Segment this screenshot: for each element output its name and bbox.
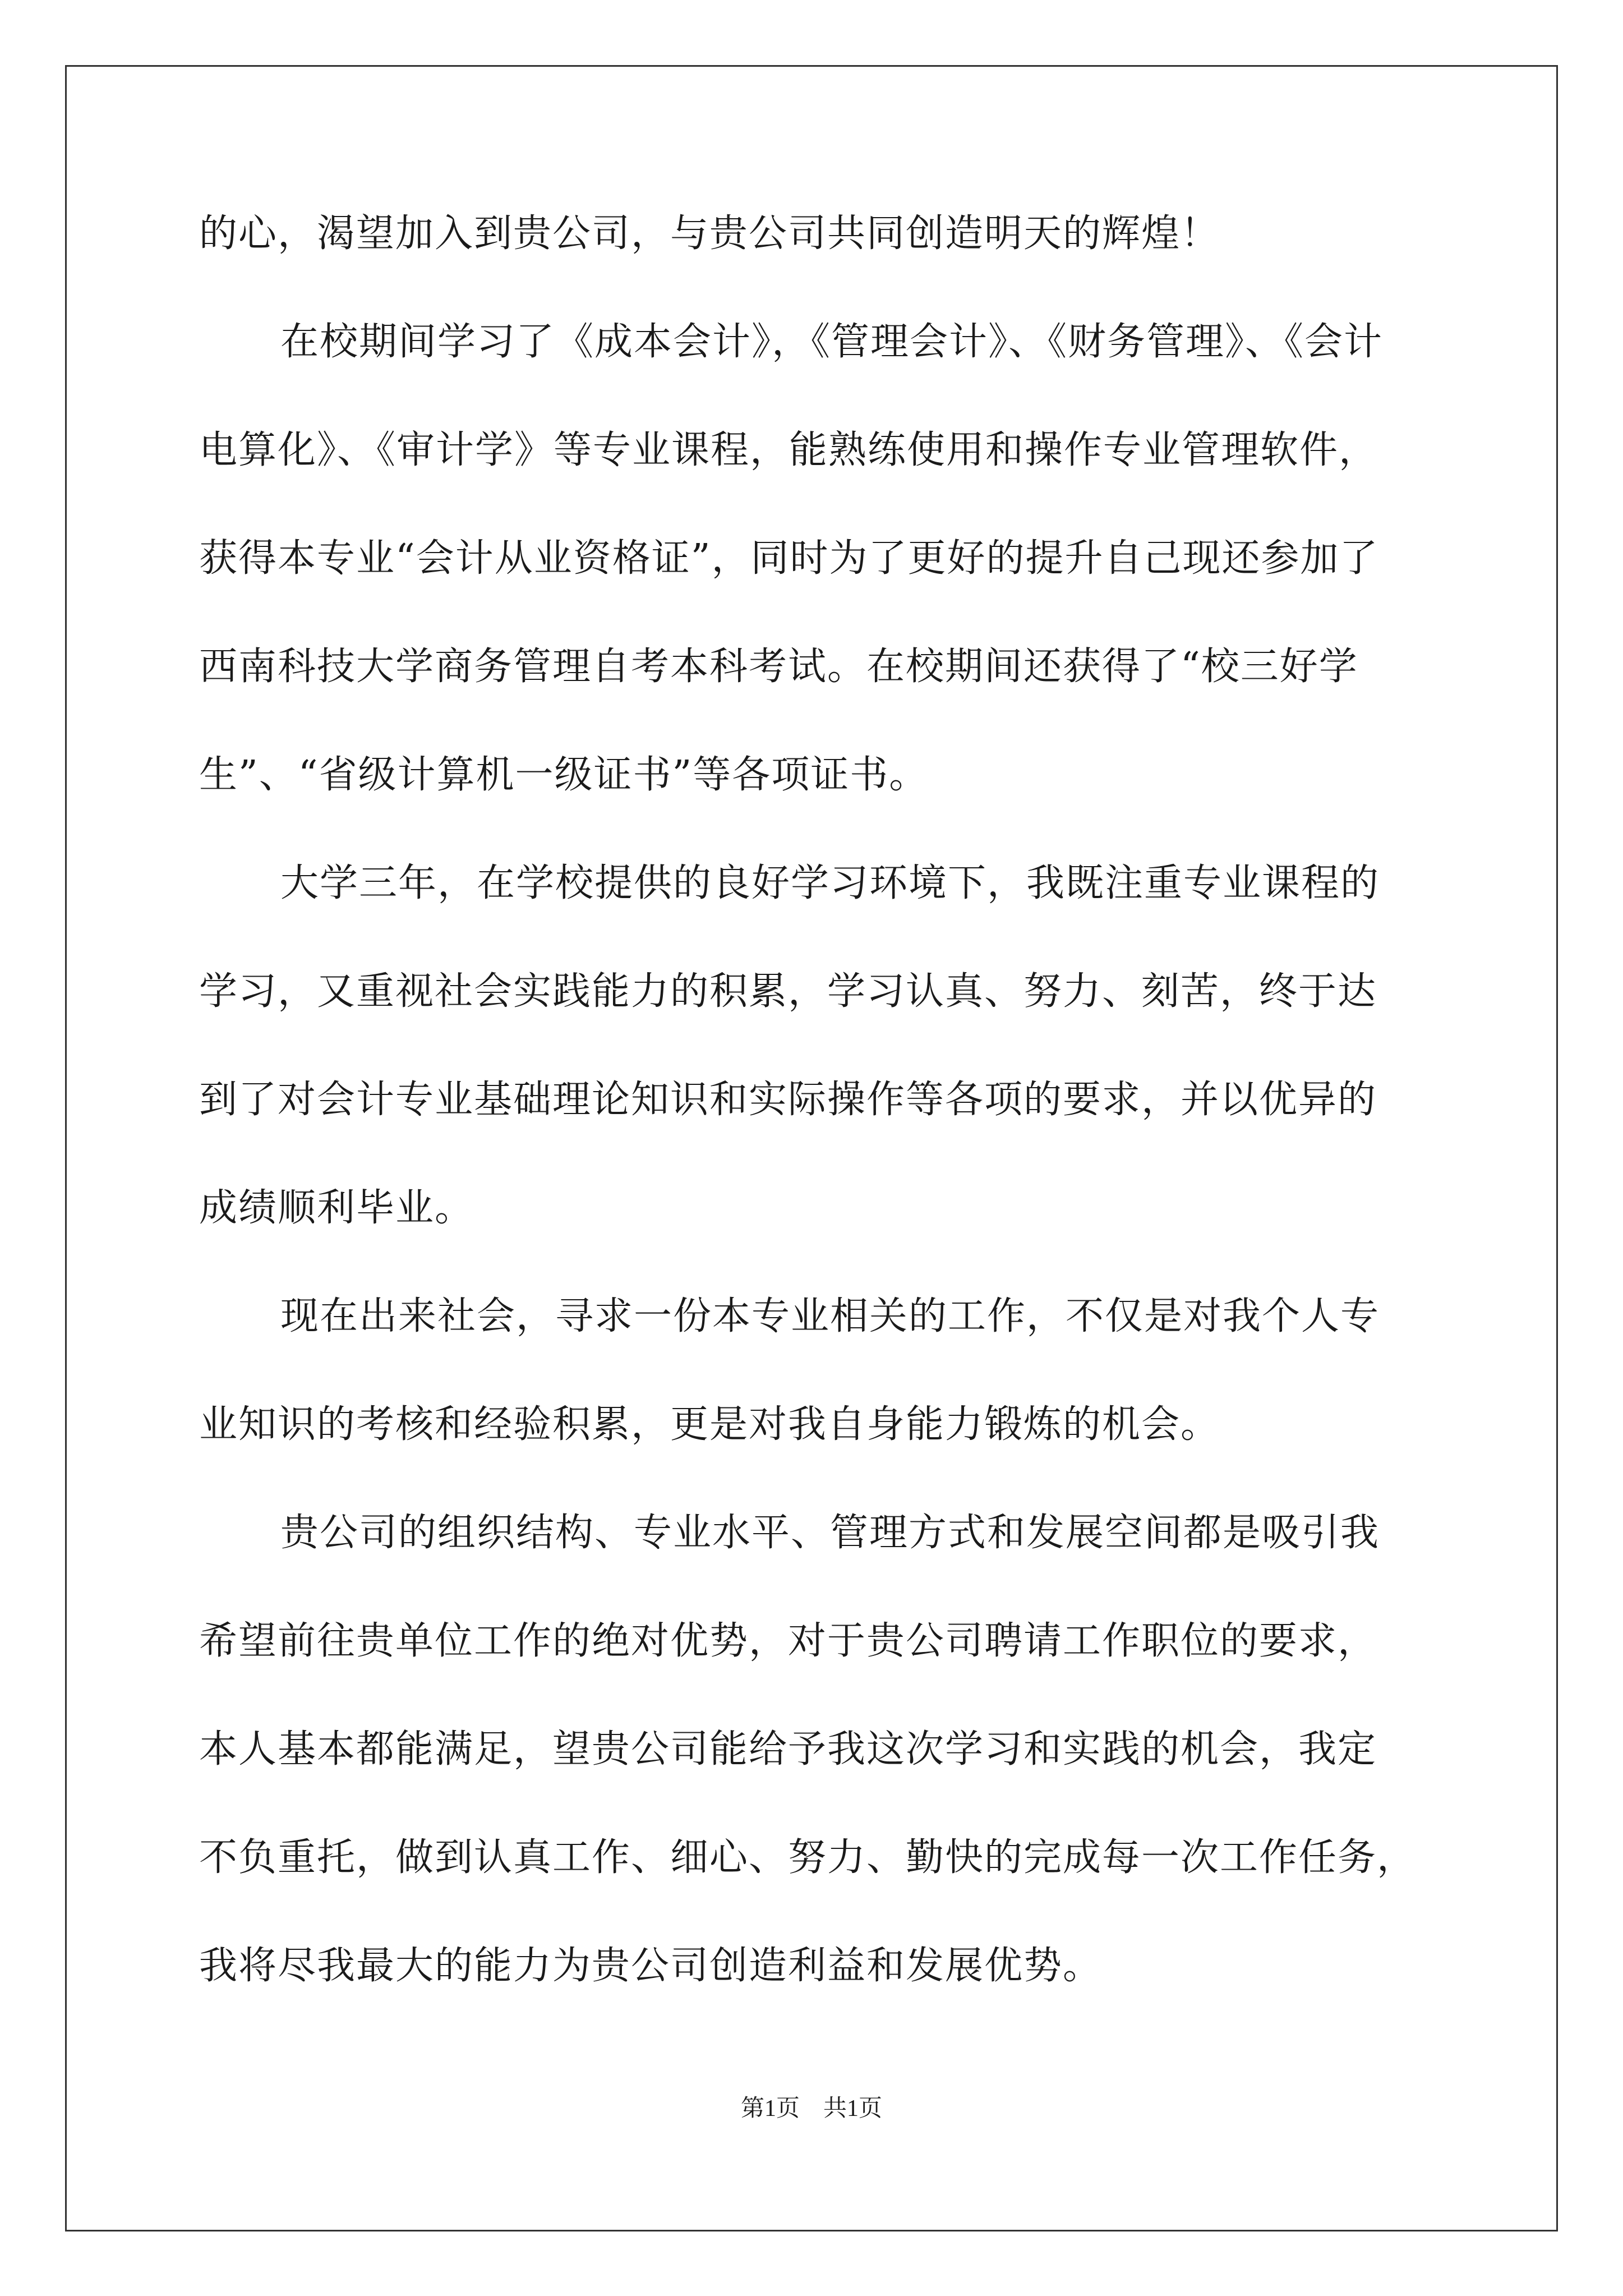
paragraph-line: 在校期间学习了《成本会计》，《管理会计》、《财务管理》、《会计	[280, 320, 1384, 364]
paragraph-line: 贵公司的组织结构、专业水平、管理方式和发展空间都是吸引我	[280, 1511, 1380, 1555]
paragraph-line: 希望前往贵单位工作的绝对优势，对于贵公司聘请工作职位的要求，	[199, 1619, 1377, 1663]
paragraph-line: 我将尽我最大的能力为贵公司创造利益和发展优势。	[199, 1944, 1103, 1988]
page-border	[65, 65, 1558, 2231]
paragraph-line: 电算化》、《审计学》等专业课程，能熟练使用和操作专业管理软件，	[199, 428, 1378, 472]
paragraph-line: 的心，渴望加入到贵公司，与贵公司共同创造明天的辉煌！	[199, 211, 1220, 256]
paragraph-line: 西南科技大学商务管理自考本科考试。在校期间还获得了“校三好学	[199, 645, 1358, 689]
paragraph-line: 不负重托，做到认真工作、细心、努力、勤快的完成每一次工作任务，	[199, 1835, 1417, 1880]
paragraph-line: 现在出来社会，寻求一份本专业相关的工作，不仅是对我个人专	[280, 1294, 1380, 1338]
paragraph-line: 本人基本都能满足，望贵公司能给予我这次学习和实践的机会，我定	[199, 1727, 1377, 1772]
paragraph-line: 业知识的考核和经验积累，更是对我自身能力锻炼的机会。	[199, 1402, 1220, 1447]
paragraph-line: 成绩顺利毕业。	[199, 1186, 474, 1230]
paragraph-line: 大学三年，在学校提供的良好学习环境下，我既注重专业课程的	[280, 861, 1380, 905]
paragraph-line: 获得本专业“会计从业资格证”，同时为了更好的提升自己现还参加了	[199, 536, 1379, 581]
paragraph-line: 学习，又重视社会实践能力的积累，学习认真、努力、刻苦，终于达	[199, 969, 1377, 1014]
paragraph-line: 到了对会计专业基础理论知识和实际操作等各项的要求，并以优异的	[199, 1078, 1377, 1122]
page-number-footer: 第1页 共1页	[740, 2096, 882, 2122]
paragraph-line: 生”、“省级计算机一级证书”等各项证书。	[199, 753, 929, 797]
